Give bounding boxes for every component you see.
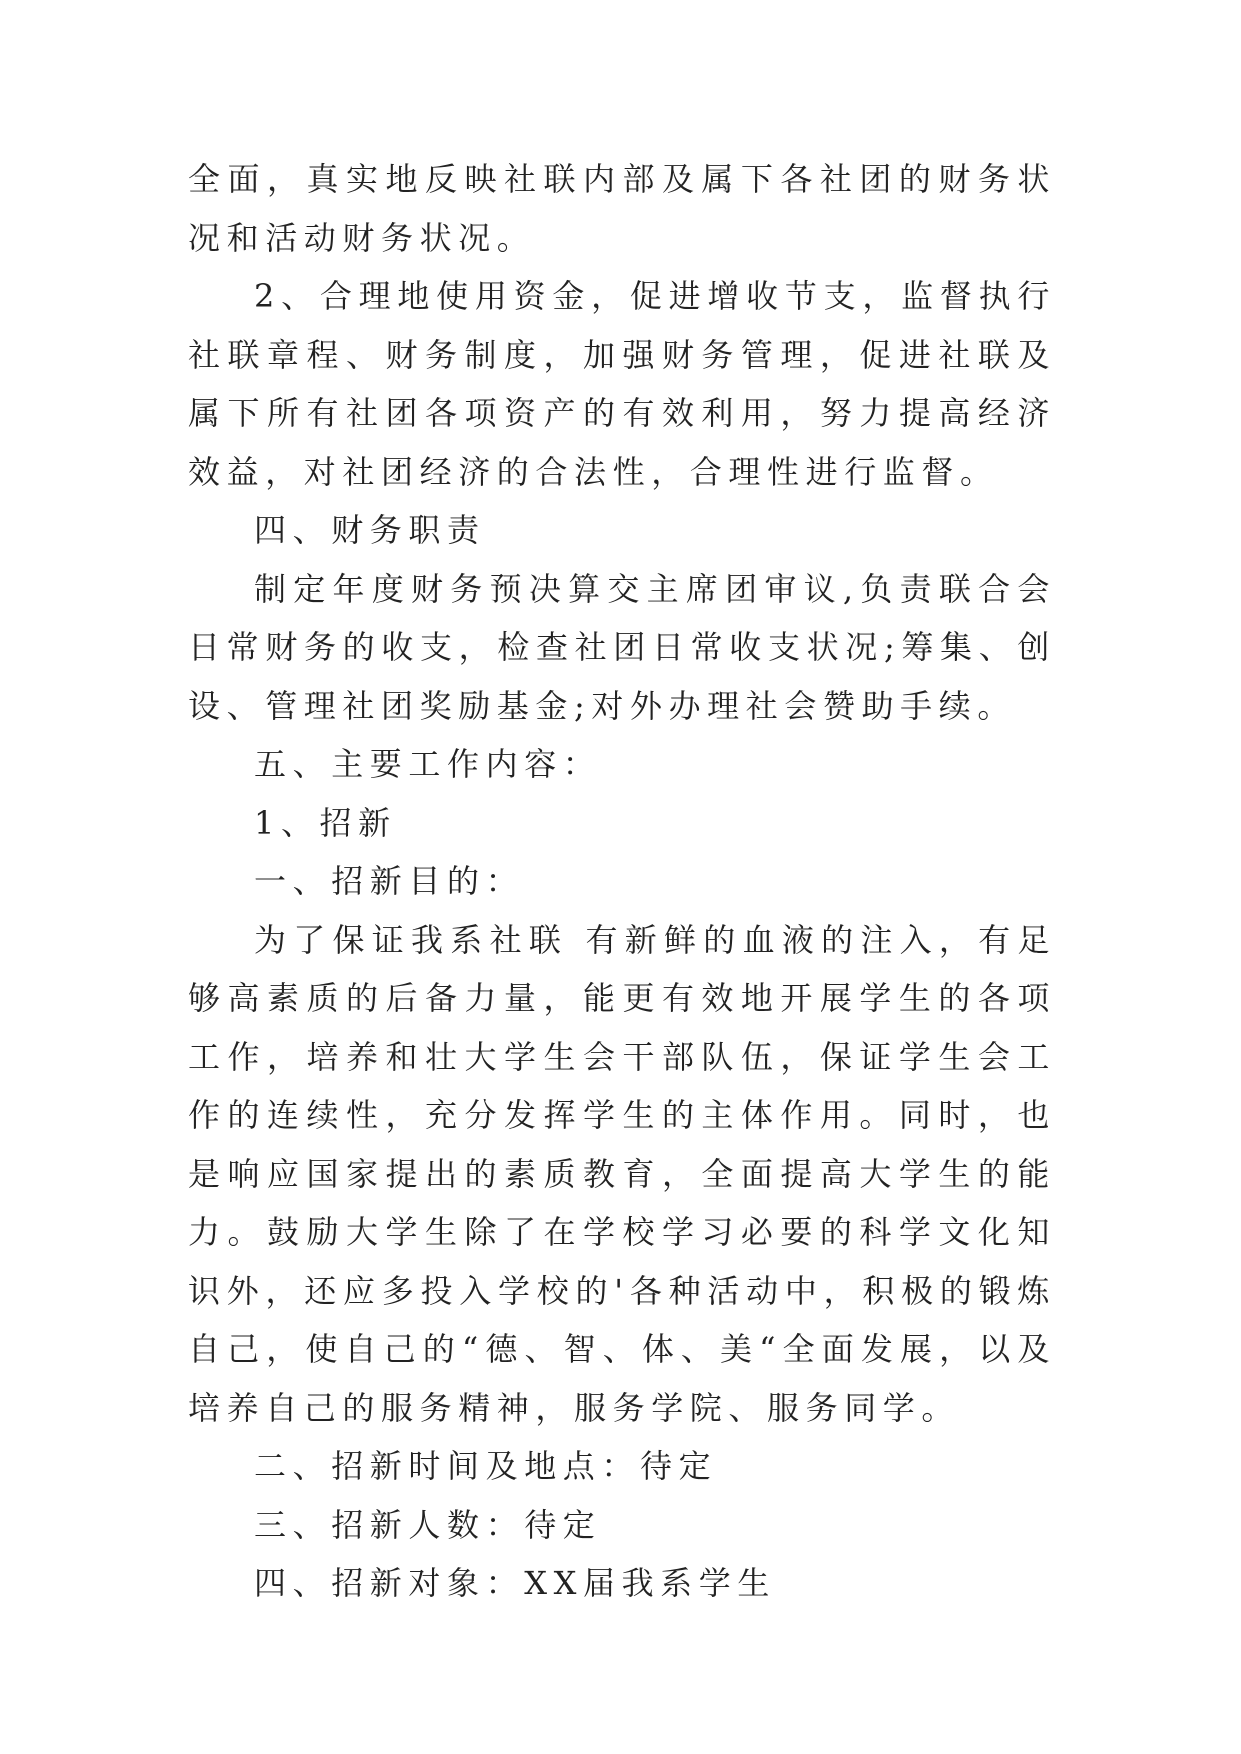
heading-recruitment: 1、招新 [254,803,397,842]
item-recruitment-time-place: 二、招新时间及地点：待定 [254,1447,718,1485]
heading-financial-duties: 四、财务职责 [254,511,486,549]
item-recruitment-target: 四、招新对象：XX届我系学生 [254,1564,776,1602]
paragraph-continuation: 全面，真实地反映社联内部及属下各社团的财务状况和活动财务状况。 [188,160,1056,257]
heading-recruitment-purpose: 一、招新目的： [254,862,525,900]
paragraph-recruitment-purpose: 为了保证我系社联 有新鲜的血液的注入，有足够高素质的后备力量，能更有效地开展学生的各项工作，培养和壮大学生会干部队伍，保证学生会工作的连续性，充分发挥学生的主体作用。同时，也是响应国家提出的素质教育，全面提高大学生的能力。鼓励大学生除了在学校学习必要的科学文化知识外，还应多投入学校的'各种活动中，积极的锻炼自己，使自己的“德、智、体、美“全面发展，以及培养自己的服务精神，服务学院、服务同学。 [188,920,1056,1427]
paragraph-fund-usage: 2、合理地使用资金，促进增收节支，监督执行社联章程、财务制度，加强财务管理，促进社联及属下所有社团各项资产的有效利用，努力提高经济效益，对社团经济的合法性，合理性进行监督。 [188,277,1056,491]
heading-main-work: 五、主要工作内容： [254,745,602,783]
item-recruitment-count: 三、招新人数：待定 [254,1505,602,1544]
paragraph-financial-duties: 制定年度财务预决算交主席团审议,负责联合会日常财务的收支，检查社团日常收支状况;筹集、创设、管理社团奖励基金;对外办理社会赞助手续。 [188,569,1056,725]
document-page [188,150,1056,1613]
